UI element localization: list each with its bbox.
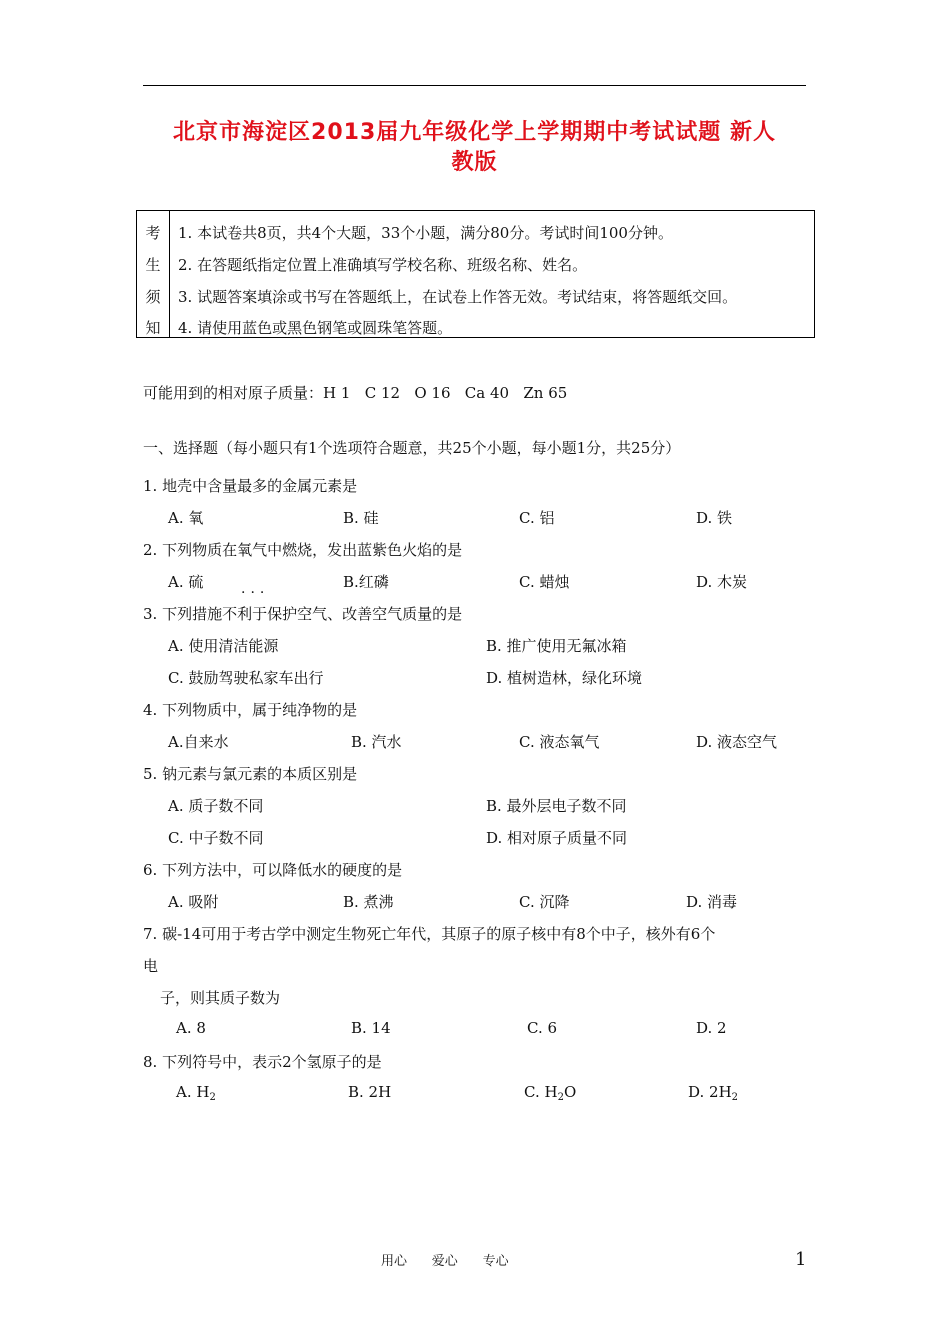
option: D. 植树造林，绿化环境	[486, 669, 643, 687]
option: C. 液态氧气	[519, 733, 600, 751]
question-stem: 2. 下列物质在氧气中燃烧，发出蓝紫色火焰的是	[143, 541, 463, 559]
option: B. 最外层电子数不同	[486, 797, 627, 815]
question-stem-continued: 电	[143, 957, 159, 975]
option-formula: A. $H_2$	[176, 1083, 216, 1103]
option-formula: C. $H_2O$	[524, 1083, 577, 1103]
option: B. 煮沸	[343, 893, 394, 911]
footer-text: 用心 爱心 专心	[381, 1254, 509, 1269]
option: A. 硫	[168, 573, 204, 591]
option: C. 中子数不同	[168, 829, 264, 847]
option: C. 蜡烛	[519, 573, 570, 591]
notice-item: 2. 在答题纸指定位置上准确填写学校名称、班级名称、姓名。	[178, 256, 588, 274]
option: B. 硅	[343, 509, 379, 527]
option: D. 消毒	[686, 893, 738, 911]
option: C. 鼓励驾驶私家车出行	[168, 669, 324, 687]
question-stem: 5. 钠元素与氯元素的本质区别是	[143, 765, 358, 783]
atomic-masses: 可能用到的相对原子质量：H 1 C 12 O 16 Ca 40 Zn 65	[143, 384, 568, 402]
notice-side-char: 考	[145, 224, 161, 242]
option: A. 质子数不同	[168, 797, 264, 815]
option: C. 6	[527, 1019, 558, 1037]
page-title	[143, 118, 806, 178]
title-line-2: 教版	[451, 150, 498, 175]
option: A. 氧	[168, 509, 204, 527]
notice-item: 1. 本试卷共8页，共4个大题，33个小题，满分80分。考试时间100分钟。	[178, 224, 673, 242]
question-stem: 1. 地壳中含量最多的金属元素是	[143, 477, 358, 495]
notice-side-char: 须	[145, 288, 161, 306]
emphasis-dots: ···	[241, 585, 270, 601]
option: C. 沉降	[519, 893, 570, 911]
question-stem: 7. 碳-14可用于考古学中测定生物死亡年代，其原子的原子核中有8个中子，核外有6个	[143, 925, 716, 943]
notice-side-label	[137, 211, 170, 337]
option: C. 铝	[519, 509, 555, 527]
notice-item: 3. 试题答案填涂或书写在答题纸上，在试卷上作答无效。考试结束，将答题纸交回。	[178, 288, 738, 306]
question-stem: 6. 下列方法中，可以降低水的硬度的是	[143, 861, 403, 879]
option: A.自来水	[168, 733, 229, 751]
notice-side-char: 生	[145, 256, 161, 274]
option: D. 液态空气	[696, 733, 778, 751]
option: B. 汽水	[351, 733, 402, 751]
header-rule	[143, 85, 806, 86]
option: D. 相对原子质量不同	[486, 829, 628, 847]
question-stem: 3. 下列措施不利于保护空气、改善空气质量的是	[143, 605, 463, 623]
notice-side-char: 知	[145, 319, 161, 337]
question-stem: 4. 下列物质中，属于纯净物的是	[143, 701, 358, 719]
option-formula: B. 2H	[348, 1083, 392, 1101]
option: A. 8	[176, 1019, 206, 1037]
section-heading: 一、选择题（每小题只有1个选项符合题意，共25个小题，每小题1分，共25分）	[143, 439, 681, 457]
option: A. 使用清洁能源	[168, 637, 279, 655]
option: B.红磷	[343, 573, 389, 591]
title-line-1: 北京市海淀区2013届九年级化学上学期期中考试试题 新人	[173, 120, 776, 145]
option: D. 2	[696, 1019, 727, 1037]
option: D. 铁	[696, 509, 733, 527]
option: A. 吸附	[168, 893, 219, 911]
option: B. 推广使用无氟冰箱	[486, 637, 627, 655]
question-stem: 8. 下列符号中，表示2个氢原子的是	[143, 1053, 382, 1071]
option-formula: D. $2H_2$	[688, 1083, 739, 1103]
option: D. 木炭	[696, 573, 748, 591]
page-number: 1	[795, 1249, 807, 1270]
exam-notice-box	[136, 210, 815, 338]
option: B. 14	[351, 1019, 391, 1037]
question-stem-continued: 子，则其质子数为	[160, 989, 281, 1007]
notice-item: 4. 请使用蓝色或黑色钢笔或圆珠笔答题。	[178, 319, 453, 337]
